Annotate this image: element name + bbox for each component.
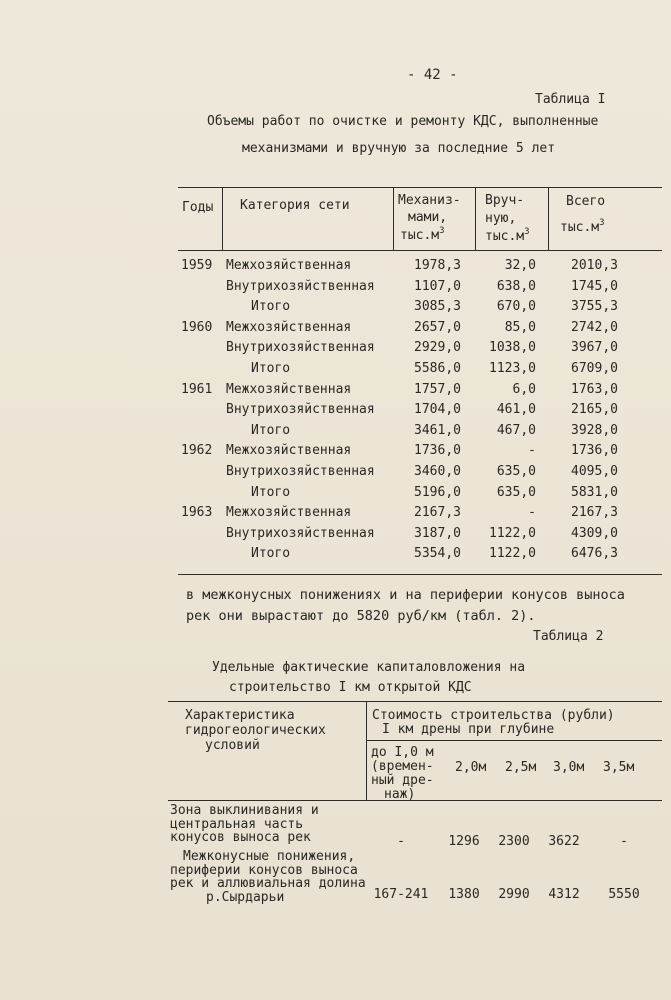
table1-top-rule: [178, 187, 662, 188]
table1-cell-mech: 1757,0: [414, 381, 461, 397]
table2-cell-characteristic: р.Сырдарьи: [206, 889, 285, 905]
table1-header-rule: [178, 250, 662, 251]
paragraph-line: рек они вырастают до 5820 руб/км (табл. 2).: [186, 608, 536, 624]
table2-header-cost: Стоимость строительства (рубли): [372, 708, 615, 723]
table1-cell-mech: 3460,0: [414, 464, 461, 479]
table1-cell-category: Итого: [251, 361, 291, 376]
table1-cell-total: 2010,3: [571, 258, 618, 273]
table2-cell-characteristic: Зона выклинивания и: [170, 803, 319, 818]
table1-cell-category: Межхозяйственная: [226, 319, 352, 335]
table1-cell-total: 6476,3: [571, 546, 618, 562]
table1-header-manual: ную,: [485, 211, 517, 226]
table1-bottom-rule: [178, 574, 662, 575]
table1-cell-mech: 2167,3: [414, 505, 461, 521]
table2-title-line1: Удельные фактические капиталовложения на: [212, 660, 526, 675]
table1-cell-manual: 635,0: [496, 464, 536, 479]
table2-cell-depth-3: 2990: [498, 887, 530, 902]
table2-top-rule: [168, 701, 662, 702]
table1-col-divider: [393, 187, 394, 250]
table1-title-line2: механизмами и вручную за последние 5 лет: [242, 141, 556, 156]
table1-col-divider: [548, 187, 549, 250]
table1-cell-mech: 1736,0: [414, 443, 461, 459]
page-number: - 42 -: [407, 67, 458, 83]
table1-cell-manual: -: [528, 505, 536, 521]
table1-cell-mech: 5354,0: [414, 546, 461, 562]
table1-cell-category: Межхозяйственная: [226, 443, 352, 459]
table1-cell-year: 1963: [181, 505, 213, 521]
table1-cell-manual: 32,0: [504, 258, 536, 273]
table1-cell-total: 6709,0: [571, 361, 618, 376]
table1-cell-category: Итого: [251, 422, 291, 438]
table2-cell-depth-3: 2300: [498, 834, 530, 849]
table1-cell-category: Итого: [251, 546, 291, 562]
table1-cell-category: Внутрихозяйственная: [226, 278, 375, 294]
table2-header-depth: до I,0 м: [371, 745, 434, 760]
table2-header-depth: наж): [384, 787, 416, 802]
table1-cell-mech: 1704,0: [414, 402, 461, 418]
table1-label: Таблица I: [535, 92, 606, 107]
table1-cell-mech: 1978,3: [414, 258, 461, 273]
table2-cell-characteristic: рек и аллювиальная долина: [170, 876, 366, 891]
table1-cell-total: 3928,0: [571, 422, 618, 438]
table1-cell-manual: 1122,0: [489, 525, 536, 541]
table2-cell-depth-2: 1380: [448, 887, 480, 902]
table1-cell-manual: 1038,0: [489, 340, 536, 356]
table1-cell-manual: 461,0: [496, 402, 536, 418]
table2-cell-characteristic: Межконусные понижения,: [183, 849, 356, 864]
table1-cell-year: 1962: [181, 443, 213, 459]
table2-subheader-rule: [366, 740, 662, 741]
table1-cell-manual: 6,0: [512, 381, 536, 397]
table1-cell-category: Внутрихозяйственная: [226, 464, 375, 479]
table1-cell-mech: 5196,0: [414, 484, 461, 500]
table1-header-manual: Вруч-: [485, 193, 525, 208]
table2-cell-depth-1: -: [397, 834, 405, 849]
table2-cell-depth-4: 3622: [548, 834, 580, 849]
table2-col-divider: [366, 701, 367, 800]
table2-header-characteristic: условий: [205, 738, 260, 753]
table1-title-line1: Объемы работ по очистке и ремонту КДС, выполненные: [207, 114, 599, 129]
table1-cell-category: Итого: [251, 299, 291, 315]
table1-cell-manual: 670,0: [496, 299, 536, 315]
table1-cell-manual: 1122,0: [489, 546, 536, 562]
table1-cell-total: 1736,0: [571, 443, 618, 459]
table2-cell-depth-1: 167-241: [373, 887, 429, 902]
table1-col-divider: [475, 187, 476, 250]
table2-cell-characteristic: конусов выноса рек: [170, 830, 311, 845]
table1-cell-category: Межхозяйственная: [226, 258, 352, 273]
table1-header-mech: $тыс.м^3$: [400, 226, 445, 243]
table1-cell-mech: 2657,0: [414, 319, 461, 335]
table2-header-depth: ный дре-: [371, 773, 434, 788]
table2-header-depth: 3,5м: [603, 760, 635, 775]
table1-header-mech: мами,: [408, 210, 448, 225]
table1-cell-total: 5831,0: [571, 484, 618, 500]
table1-header-total: $тыс.м^3$: [560, 218, 605, 235]
table2-header-depth: 2,5м: [505, 760, 537, 775]
table1-cell-total: 2165,0: [571, 402, 618, 418]
table1-header-years: Годы: [182, 200, 214, 215]
table1-cell-total: 2167,3: [571, 505, 618, 521]
table1-cell-mech: 5586,0: [414, 361, 461, 376]
table1-cell-year: 1961: [181, 381, 213, 397]
table2-label: Таблица 2: [533, 629, 604, 644]
table2-header-characteristic: гидрогеологических: [185, 723, 326, 738]
table1-cell-year: 1960: [181, 319, 213, 335]
table1-cell-category: Межхозяйственная: [226, 381, 352, 397]
table2-header-depth: 3,0м: [553, 760, 585, 775]
table1-cell-total: 2742,0: [571, 319, 618, 335]
table1-col-divider: [222, 187, 223, 250]
table1-cell-total: 4309,0: [571, 525, 618, 541]
table2-header-cost: I км дрены при глубине: [382, 722, 555, 737]
table1-cell-total: 3967,0: [571, 340, 618, 356]
table1-cell-year: 1959: [181, 258, 213, 273]
table1-cell-manual: -: [528, 443, 536, 459]
table2-cell-depth-2: 1296: [448, 834, 480, 849]
table2-cell-depth-5: 5550: [608, 887, 640, 902]
table1-header-category: Категория сети: [240, 198, 350, 213]
table1-cell-mech: 3085,3: [414, 299, 461, 315]
table2-cell-characteristic: периферии конусов выноса: [170, 862, 358, 878]
table1-cell-manual: 635,0: [496, 484, 536, 500]
paragraph-line: в межконусных понижениях и на периферии конусов выноса: [186, 587, 625, 603]
table1-cell-total: 3755,3: [571, 299, 618, 315]
table1-cell-manual: 1123,0: [489, 361, 536, 376]
table2-cell-characteristic: центральная часть: [170, 816, 304, 832]
table1-header-total: Всего: [566, 194, 606, 209]
table1-cell-manual: 638,0: [496, 278, 536, 294]
table1-cell-manual: 467,0: [496, 422, 536, 438]
table1-cell-mech: 1107,0: [414, 278, 461, 294]
table2-header-depth: 2,0м: [455, 760, 487, 775]
table2-cell-depth-4: 4312: [548, 887, 580, 902]
table1-cell-mech: 2929,0: [414, 340, 461, 356]
table1-cell-category: Внутрихозяйственная: [226, 340, 375, 356]
table2-title-line2: строительство I км открытой КДС: [229, 680, 472, 695]
table1-header-manual: $тыс.м^3$: [485, 227, 530, 244]
table1-cell-category: Внутрихозяйственная: [226, 525, 375, 541]
table2-header-characteristic: Характеристика: [185, 708, 295, 723]
table1-cell-manual: 85,0: [504, 319, 536, 335]
table1-header-mech: Механиз-: [398, 193, 461, 208]
table1-cell-total: 4095,0: [571, 464, 618, 479]
table1-cell-mech: 3187,0: [414, 525, 461, 541]
table1-cell-category: Итого: [251, 484, 291, 500]
table1-cell-total: 1763,0: [571, 381, 618, 397]
table1-cell-mech: 3461,0: [414, 422, 461, 438]
table1-cell-category: Межхозяйственная: [226, 505, 352, 521]
table1-cell-category: Внутрихозяйственная: [226, 402, 375, 418]
table1-cell-total: 1745,0: [571, 278, 618, 294]
table2-cell-depth-5: -: [620, 834, 628, 849]
table2-header-depth: (времен-: [371, 759, 434, 774]
